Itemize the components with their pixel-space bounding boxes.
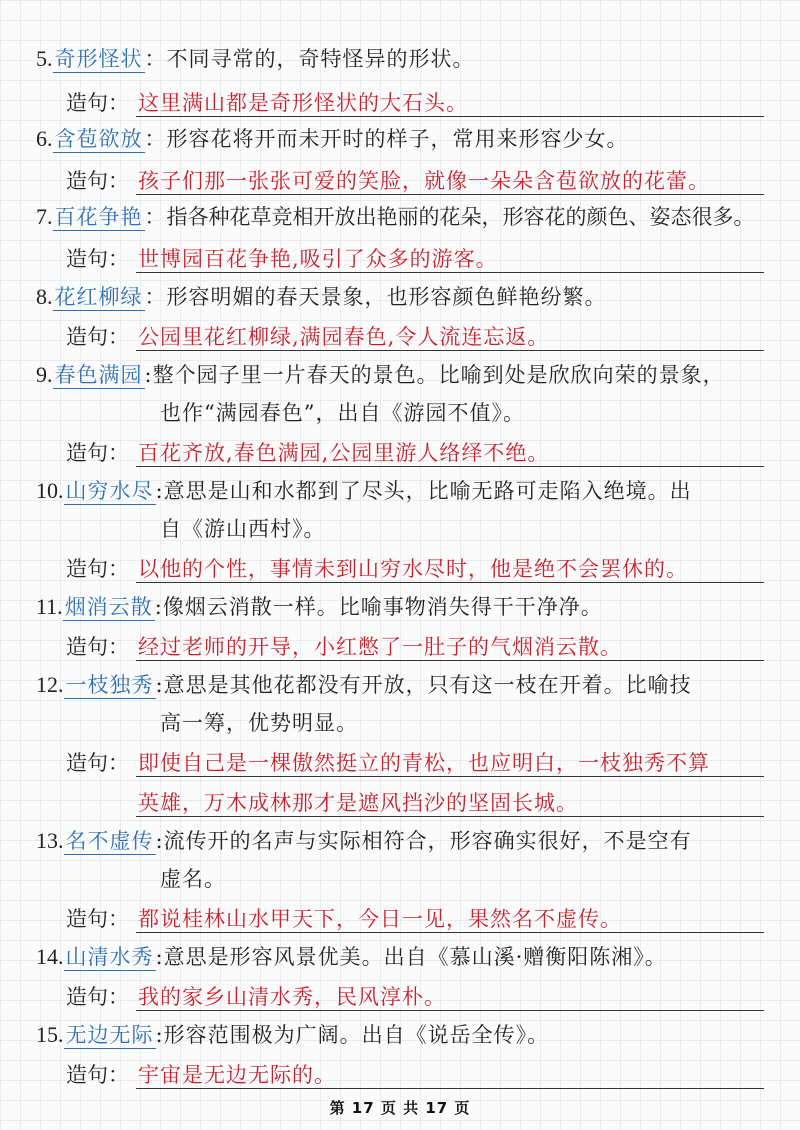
entry-head: [36, 1020, 549, 1050]
idiom-term: 一枝独秀: [65, 673, 154, 697]
entry-head: [36, 476, 692, 506]
entry-number: 12.: [36, 672, 64, 697]
idiom-term: 山清水秀: [65, 945, 154, 969]
entry-colon: :: [155, 673, 164, 697]
idiom-term: 百花争艳: [54, 205, 143, 229]
example-underline: [136, 776, 764, 777]
entry-number: 13.: [36, 828, 64, 853]
entry-number: 10.: [36, 478, 64, 503]
entry-head: [36, 360, 725, 390]
example-label: 造句：: [66, 557, 129, 581]
entry-head: [36, 124, 629, 154]
idiom-definition: 形容明媚的春天景象，也形容颜色鲜艳纷繁。: [166, 285, 607, 309]
example-sentence: 公园里花红柳绿,满园春色,令人流连忘返。: [138, 325, 550, 349]
example-underline: [136, 1088, 764, 1089]
example-label: 造句：: [66, 751, 129, 775]
entry-colon: ：: [144, 285, 167, 309]
entry-colon: :: [155, 1023, 164, 1047]
idiom-definition: 意思是形容风景优美。出自《慕山溪·赠衡阳陈湘》。: [163, 945, 667, 969]
example-underline: [136, 466, 764, 467]
page-footer: 第 17 页 共 17 页: [329, 1099, 471, 1117]
entry-number: 9.: [36, 362, 53, 387]
entry-colon: ：: [144, 127, 167, 151]
example-label: 造句：: [66, 985, 129, 1009]
example-label: 造句：: [66, 1063, 129, 1087]
example-label: 造句：: [66, 907, 129, 931]
entry-colon: :: [155, 829, 164, 853]
example-sentence: 以他的个性，事情未到山穷水尽时，他是绝不会罢休的。: [138, 557, 688, 581]
idiom-definition: 流传开的名声与实际相符合，形容确实很好，不是空有: [163, 829, 692, 853]
entry-colon: :: [144, 363, 153, 387]
entry-number: 5.: [36, 46, 53, 71]
example-sentence-continuation: 英雄，万木成林那才是遮风挡沙的坚固长城。: [138, 791, 578, 815]
example-underline: [136, 582, 764, 583]
idiom-term: 奇形怪状: [54, 47, 143, 71]
idiom-term: 名不虚传: [65, 829, 154, 853]
idiom-definition: 不同寻常的，奇特怪异的形状。: [166, 47, 475, 71]
idiom-definition: 意思是其他花都没有开放，只有这一枝在开着。比喻技: [163, 673, 692, 697]
idiom-term: 山穷水尽: [65, 479, 154, 503]
idiom-term: 无边无际: [65, 1023, 154, 1047]
example-sentence: 即使自己是一棵傲然挺立的青松，也应明白，一枝独秀不算: [138, 751, 710, 775]
entry-number: 14.: [36, 944, 64, 969]
idiom-definition: 指各种花草竞相开放出艳丽的花朵，形容花的颜色、姿态很多。: [166, 205, 755, 229]
example-underline: [136, 660, 764, 661]
example-label: 造句：: [66, 91, 129, 115]
entry-number: 7.: [36, 204, 53, 229]
example-sentence: 世博园百花争艳,吸引了众多的游客。: [138, 247, 498, 271]
entry-head: [36, 942, 667, 972]
definition-continuation: 虚名。: [160, 867, 226, 891]
example-underline: [136, 350, 764, 351]
entry-colon: ：: [144, 205, 167, 229]
entry-colon: ：: [144, 47, 167, 71]
entry-number: 15.: [36, 1022, 64, 1047]
entry-colon: :: [154, 595, 163, 619]
example-sentence: 这里满山都是奇形怪状的大石头。: [138, 91, 468, 115]
example-label: 造句：: [66, 441, 129, 465]
entry-number: 8.: [36, 284, 53, 309]
entry-head: [36, 826, 692, 856]
entry-number: 11.: [36, 594, 63, 619]
example-sentence: 我的家乡山清水秀，民风淳朴。: [138, 985, 446, 1009]
definition-continuation: 高一筹，优势明显。: [160, 711, 358, 735]
example-underline: [136, 116, 764, 117]
example-underline: [136, 194, 764, 195]
example-sentence: 百花齐放,春色满园,公园里游人络绎不绝。: [138, 441, 550, 465]
idiom-definition: 形容范围极为广阔。出自《说岳全传》。: [163, 1023, 550, 1047]
example-label: 造句：: [66, 169, 129, 193]
idiom-term: 含苞欲放: [54, 127, 143, 151]
example-underline: [136, 1010, 764, 1011]
example-sentence: 经过老师的开导，小红憋了一肚子的气烟消云散。: [138, 635, 622, 659]
idiom-definition: 像烟云消散一样。比喻事物消失得干干净净。: [162, 595, 603, 619]
example-sentence: 宇宙是无边无际的。: [138, 1063, 336, 1087]
entry-head: [36, 202, 755, 232]
idiom-definition: 意思是山和水都到了尽头，比喻无路可走陷入绝境。出: [163, 479, 692, 503]
entry-colon: :: [155, 945, 164, 969]
idiom-term: 烟消云散: [64, 595, 153, 619]
example-label: 造句：: [66, 635, 129, 659]
entry-number: 6.: [36, 126, 53, 151]
example-sentence: 都说桂林山水甲天下，今日一见，果然名不虚传。: [138, 907, 622, 931]
example-label: 造句：: [66, 325, 129, 349]
example-sentence: 孩子们那一张张可爱的笑脸，就像一朵朵含苞欲放的花蕾。: [138, 169, 710, 193]
definition-continuation: 自《游山西村》。: [160, 517, 326, 541]
example-label: 造句：: [66, 247, 129, 271]
idiom-definition: 整个园子里一片春天的景色。比喻到处是欣欣向荣的景象，: [152, 363, 725, 387]
definition-continuation: 也作“满园春色”，出自《游园不值》。: [160, 401, 525, 425]
entry-head: [36, 282, 607, 312]
example-underline: [136, 272, 764, 273]
entry-head: [36, 44, 475, 74]
idiom-term: 花红柳绿: [54, 285, 143, 309]
entry-colon: :: [155, 479, 164, 503]
example-underline: [136, 816, 764, 817]
idiom-term: 春色满园: [54, 363, 143, 387]
example-underline: [136, 932, 764, 933]
entry-head: [36, 592, 603, 622]
entry-head: [36, 670, 692, 700]
idiom-definition: 形容花将开而未开时的样子，常用来形容少女。: [166, 127, 629, 151]
